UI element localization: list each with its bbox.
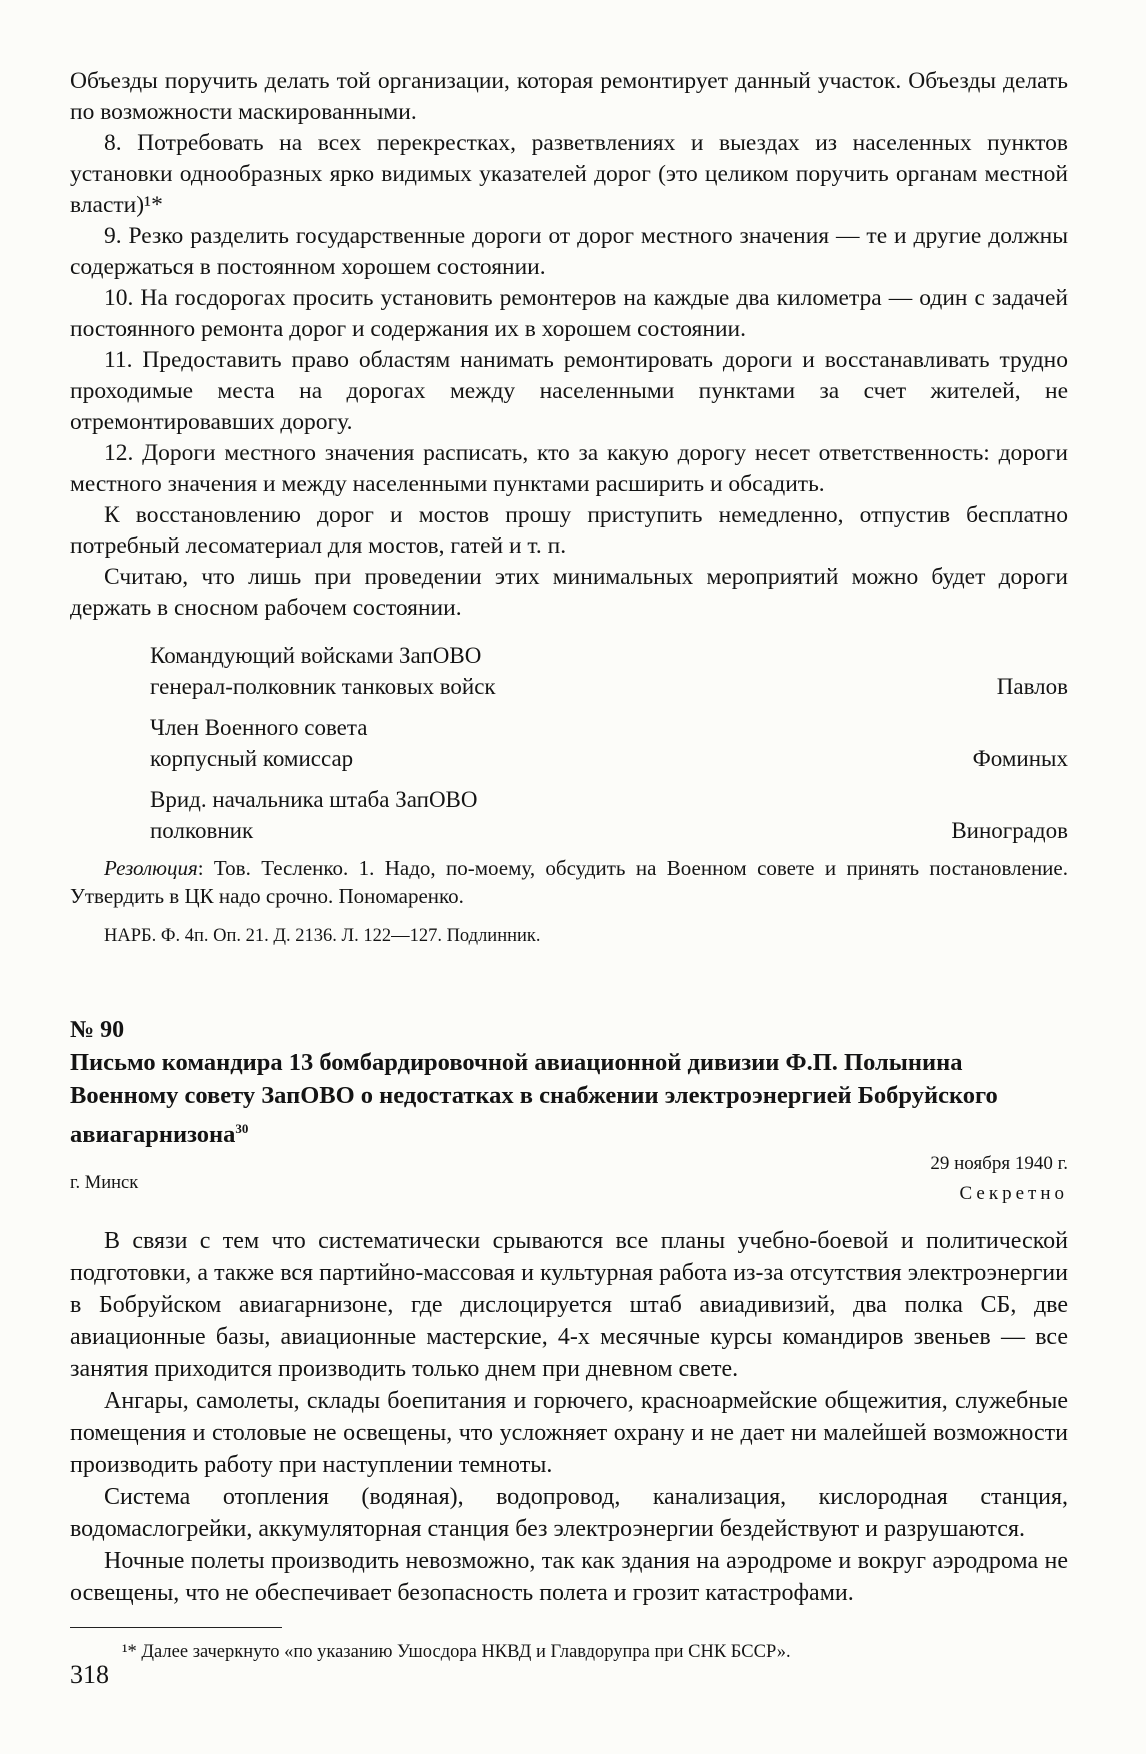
document-meta bbox=[70, 1153, 1068, 1211]
signature-rank: генерал-полковник танковых войск bbox=[150, 674, 496, 699]
letter-paragraph: Система отопления (водяная), водопровод, канализация, кислородная станция, водомаслогрейки, аккумуляторная станция без электроэнергии бездействуют и разрушаются. bbox=[70, 1484, 1068, 1543]
document-place: г. Минск bbox=[70, 1173, 139, 1194]
signature-rank-row bbox=[70, 671, 1068, 702]
signature-position: Командующий войсками ЗапОВО bbox=[150, 643, 482, 668]
resolution-text: : Тов. Тесленко. 1. Надо, по-моему, обсудить на Военном совете и принять постановление. Утвердить в ЦК надо срочно. Пономаренко. bbox=[70, 856, 1068, 908]
signature-name: Виноградов bbox=[951, 818, 1068, 843]
paragraph-item-10: 10. На госдорогах просить установить ремонтеров на каждые два километра — один с задачей постоянного ремонта дорог и содержания их в хорошем состоянии. bbox=[70, 285, 1068, 342]
signature-name: Фоминых bbox=[972, 746, 1068, 771]
signature-block-council-member bbox=[70, 712, 1068, 774]
document-number: № 90 bbox=[70, 1017, 125, 1043]
title-footnote-marker: 30 bbox=[235, 1121, 249, 1136]
letter-body bbox=[70, 1225, 1068, 1609]
paragraph-item-8: 8. Потребовать на всех перекрестках, разветвлениях и выездах из населенных пунктов установки однообразных ярко видимых указателей дорог (это целиком поручить органам местной власти)¹* bbox=[70, 130, 1068, 218]
signature-block-chief-of-staff bbox=[70, 784, 1068, 846]
letter-paragraph: В связи с тем что систематически срываются все планы учебно-боевой и политической подготовки, а также вся партийно-массовая и культурная работа из-за отсутствия электроэнергии в Бобруйском авиагарнизоне, где дислоцируется штаб авиадивизий, два полка СБ, две авиационные базы, авиационные мастерские, 4-х месячные курсы командиров звеньев — все занятия приходится производить только днем при дневном свете. bbox=[70, 1228, 1068, 1383]
footnote: ¹* Далее зачеркнуто «по указанию Ушосдора НКВД и Главдорупра при СНК БССР». bbox=[122, 1642, 791, 1663]
document-page bbox=[70, 66, 1068, 1663]
paragraph-item-11: 11. Предоставить право областям нанимать ремонтировать дороги и восстанавливать трудно проходимые места на дорогах между населенными пунктами за счет жителей, не отремонтировавших дорогу. bbox=[70, 347, 1068, 435]
paragraph-restoration-request: К восстановлению дорог и мостов прошу приступить немедленно, отпустив бесплатно потребный лесоматериал для мостов, гатей и т. п. bbox=[70, 502, 1068, 559]
footnote-divider bbox=[70, 1627, 282, 1628]
letter-paragraph: Ангары, самолеты, склады боепитания и горючего, красноармейские общежития, служебные помещения и столовые не освещены, что усложняет охрану и не дает ни малейшей возможности производить работу при наступлении темноты. bbox=[70, 1388, 1068, 1479]
paragraph-item-9: 9. Резко разделить государственные дороги от дорог местного значения — те и другие должны содержаться в постоянном хорошем состоянии. bbox=[70, 223, 1068, 280]
letter-paragraph: Ночные полеты производить невозможно, так как здания на аэродроме и вокруг аэродрома не освещены, что не обеспечивает безопасность полета и грозит катастрофами. bbox=[70, 1548, 1068, 1607]
paragraph-item-12: 12. Дороги местного значения расписать, кто за какую дорогу несет ответственность: дороги местного значения и между населенными пунктами расширить и обсадить. bbox=[70, 440, 1068, 497]
signature-position: Врид. начальника штаба ЗапОВО bbox=[150, 787, 478, 812]
page-number: 318 bbox=[70, 1660, 109, 1689]
signature-position: Член Военного совета bbox=[150, 715, 368, 740]
signature-block-commander bbox=[70, 640, 1068, 702]
signature-rank: полковник bbox=[150, 818, 254, 843]
document-title bbox=[70, 1046, 1068, 1151]
classification-mark: Секретно bbox=[959, 1183, 1068, 1205]
archive-reference: НАРБ. Ф. 4п. Оп. 21. Д. 2136. Л. 122—127. Подлинник. bbox=[104, 926, 541, 946]
signature-name: Павлов bbox=[996, 674, 1068, 699]
resolution-note bbox=[70, 854, 1068, 910]
signature-rank-row bbox=[70, 815, 1068, 846]
paragraph-conclusion: Считаю, что лишь при проведении этих минимальных мероприятий можно будет дороги держать в сносном рабочем состоянии. bbox=[70, 564, 1068, 621]
document-date: 29 ноября 1940 г. bbox=[930, 1153, 1068, 1175]
resolution-label: Резолюция bbox=[104, 856, 198, 880]
signature-rank: корпусный комиссар bbox=[150, 746, 354, 771]
document-title-text: Письмо командира 13 бомбардировочной авиационной дивизии Ф.П. Полынина Военному совету ЗапОВО о недостатках в снабжении электроэнергией Бобруйского авиагарнизона bbox=[70, 1049, 998, 1149]
signature-rank-row bbox=[70, 743, 1068, 774]
paragraph-continuation: Объезды поручить делать той организации, которая ремонтирует данный участок. Объезды делать по возможности маскированными. bbox=[70, 68, 1068, 125]
signature-section bbox=[70, 640, 1068, 846]
